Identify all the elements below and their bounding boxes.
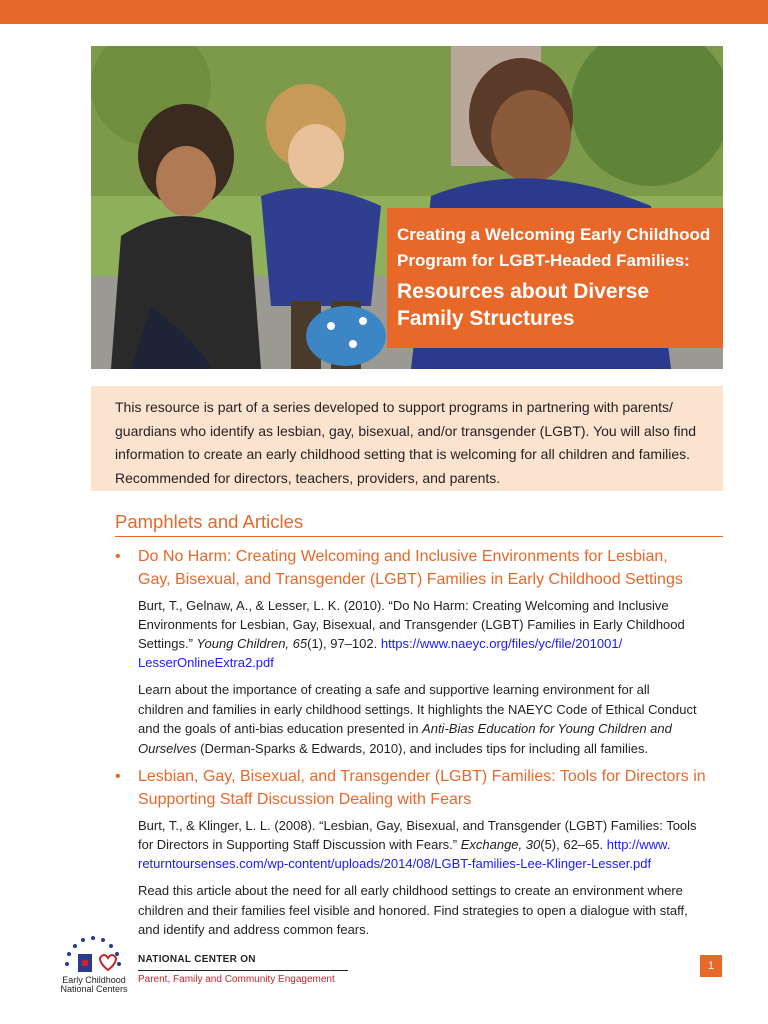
description-line-2: children and their families feel visible and honored. Find strategies to open a dialogue with staff, [138,902,688,918]
center-subtitle: Parent, Family and Community Engagement [138,974,335,985]
article-link-continued[interactable]: LesserOnlineExtra2.pdf [138,655,274,670]
citation-line-2 [138,835,727,854]
section-heading: Pamphlets and Articles [115,510,723,537]
article-link[interactable]: http://www. [606,837,671,852]
intro-line-4: Recommended for directors, teachers, providers, and parents. [115,469,501,486]
footer-divider [138,970,348,971]
citation [138,596,727,672]
bullet: • [115,548,121,565]
description-line-3 [138,719,727,739]
bullet: • [115,768,121,785]
item-heading-line-1: Lesbian, Gay, Bisexual, and Transgender (LGBT) Families: Tools for Directors in [138,768,706,785]
article-link-continued[interactable]: returntoursenses.com/wp-content/uploads/2014/08/LGBT-families-Lee-Klinger-Lesser.pdf [138,856,652,871]
citation-text: (5), 62–65. [540,837,607,852]
citation-line-1: Burt, T., Gelnaw, A., & Lesser, L. K. (2010). “Do No Harm: Creating Welcoming and Inclusive [138,598,669,613]
citation-line-1: Burt, T., & Klinger, L. L. (2008). “Lesbian, Gay, Bisexual, and Transgender (LGBT) Families: Tools [138,818,697,833]
subtitle-line-1: Creating a Welcoming Early Childhood [397,225,711,244]
book-title: Anti-Bias Education for Young Children and [422,721,672,736]
logo-caption [54,976,134,994]
article-link[interactable]: https://www.naeyc.org/files/yc/file/201001/ [380,636,623,651]
citation-text: Settings.” [138,636,197,651]
book-title-continued: Ourselves [138,740,197,756]
subtitle-line-2: Program for LGBT-Headed Families: [397,251,690,270]
description-line-2: children and families in early childhood settings. It highlights the NAEYC Code of Ethical Conduct [138,701,697,717]
citation-line-3 [138,634,727,653]
description-line-1: Learn about the importance of creating a safe and supportive learning environment for all [138,682,650,697]
title-box [387,208,723,348]
item-description [138,680,727,758]
logo-caption-line-2: National Centers [60,984,128,994]
top-accent-bar [0,0,768,24]
title-line-2: Family Structures [397,307,575,330]
logo-caption-line-1: Early Childhood [62,975,126,985]
list-item [115,765,727,940]
citation-text: for Directors in Supporting Staff Discussion with Fears.” [138,837,461,852]
page-number: 1 [700,955,722,977]
title-line-1: Resources about Diverse [397,280,650,303]
intro-line-1: This resource is part of a series developed to support programs in partnering with parents/ [115,399,673,415]
item-heading-line-2: Supporting Staff Discussion Dealing with Fears [138,791,472,808]
description-text: (Derman-Sparks & Edwards, 2010), and includes tips for including all families. [196,740,649,756]
item-heading [138,545,727,591]
item-heading-line-2: Gay, Bisexual, and Transgender (LGBT) Families in Early Childhood Settings [138,571,683,588]
intro-line-2: guardians who identify as lesbian, gay, bisexual, and/or transgender (LGBT). You will also find [115,422,697,439]
list-item [115,545,727,758]
citation-line-2: Environments for Lesbian, Gay, Bisexual, and Transgender (LGBT) Families in Early Childhood [138,617,685,632]
description-line-1: Read this article about the need for all early childhood settings to create an environment where [138,883,683,898]
citation-text: (1), 97–102. [307,636,381,651]
item-heading [138,765,727,811]
item-heading-line-1: Do No Harm: Creating Welcoming and Inclusive Environments for Lesbian, [138,548,668,565]
journal-title: Exchange, 30 [460,837,541,852]
intro-box [91,386,723,491]
center-title: NATIONAL CENTER ON [138,954,256,965]
item-description [138,881,727,940]
description-text: and the goals of anti-bias education presented in [138,721,423,736]
description-line-4 [138,739,727,759]
citation [138,816,727,873]
journal-title: Young Children, 65 [196,636,308,651]
description-line-3: and identify and address common fears. [138,922,370,937]
intro-line-3: information to create an early childhood setting that is welcoming for all children and families. [115,446,691,462]
